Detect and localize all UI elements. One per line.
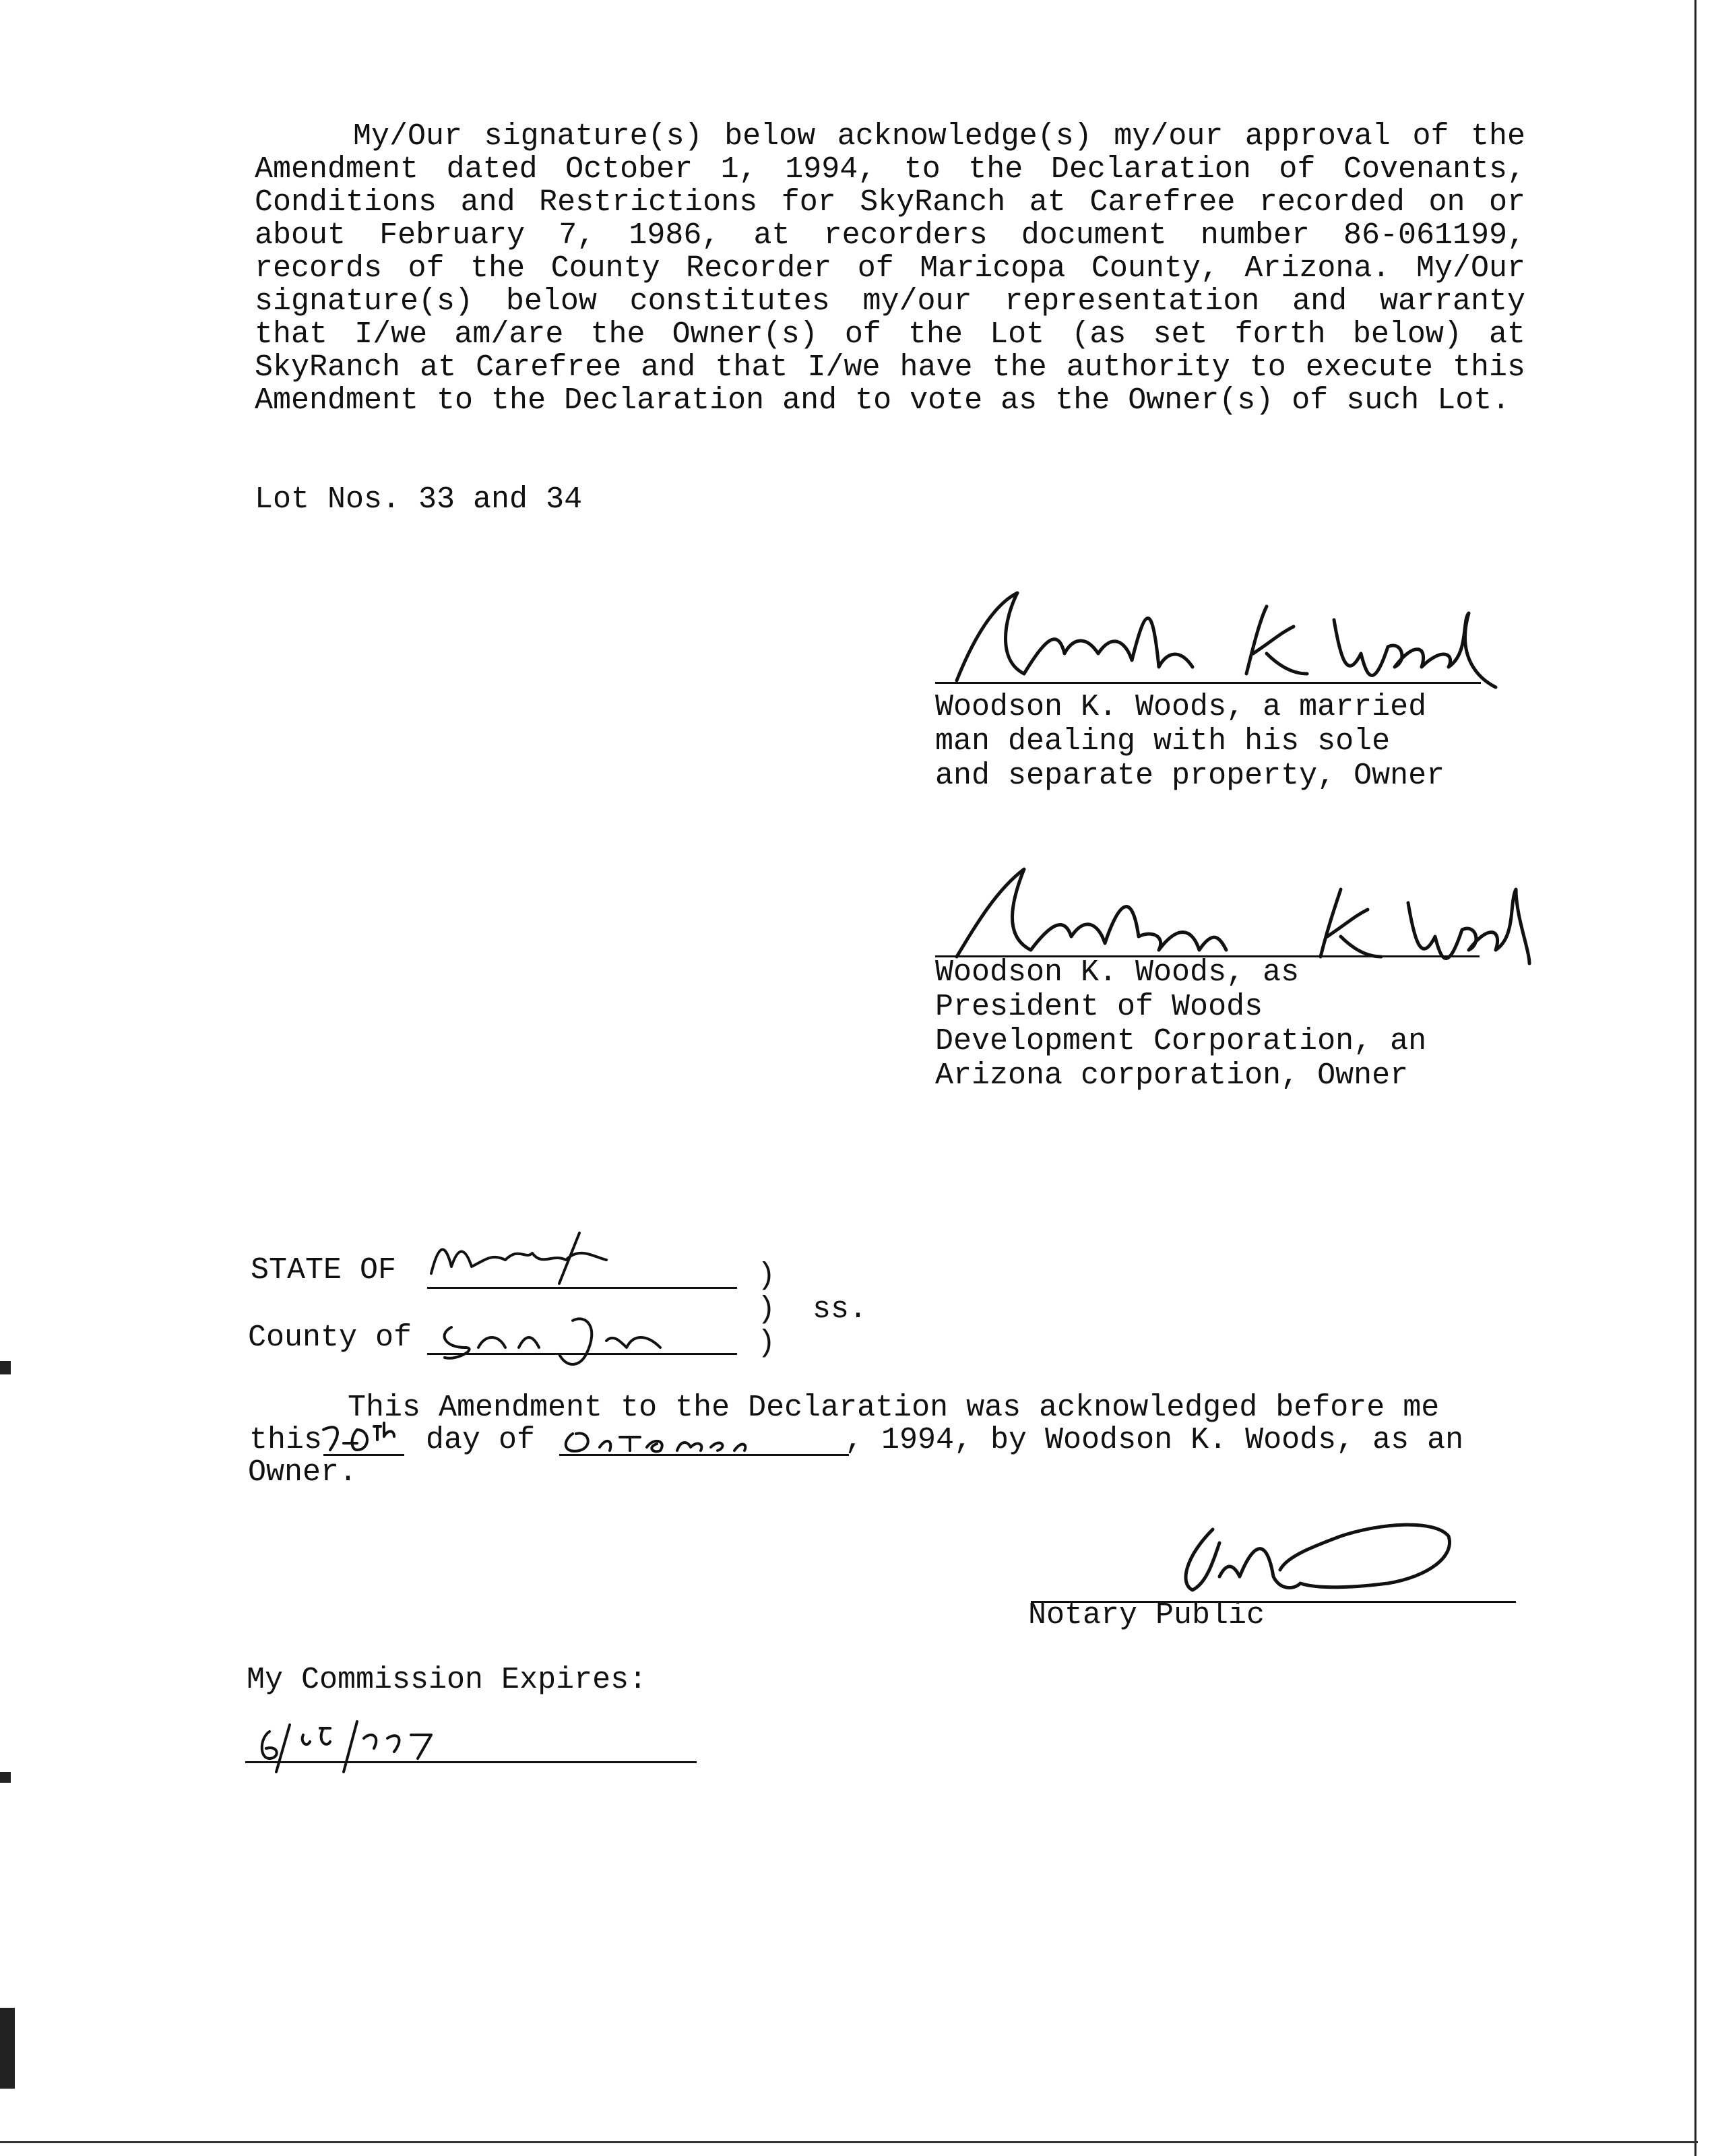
ack-this: this (249, 1423, 323, 1457)
county-line (427, 1353, 737, 1355)
scan-noise (0, 1772, 11, 1783)
bracket: ) (757, 1259, 776, 1293)
scan-noise (0, 1361, 11, 1374)
bracket: ) (757, 1292, 776, 1327)
county-handwritten (431, 1300, 674, 1374)
county-label: County of (248, 1321, 412, 1355)
scan-noise (0, 2008, 15, 2089)
commission-date-line (245, 1761, 697, 1763)
ack-line-3: Owner. (248, 1455, 358, 1490)
state-label: STATE OF (251, 1253, 397, 1288)
bracket: ) (757, 1326, 776, 1360)
signature-line-1 (935, 682, 1481, 684)
scan-edge-right (1694, 0, 1696, 2156)
ack-rest: , 1994, by Woodson K. Woods, as an (845, 1423, 1464, 1457)
month-line (559, 1454, 849, 1456)
ack-day-of: day of (426, 1423, 536, 1457)
signature-caption-1: Woodson K. Woods, a married man dealing with his sole and separate property, Owner (935, 690, 1445, 793)
notary-public-label: Notary Public (1028, 1598, 1265, 1632)
approval-paragraph: My/Our signature(s) below acknowledge(s) my/our approval of the Amendment dated October 1, 1994, to the Declaration of Covenants, Conditions and Restrictions for SkyRanch at Carefree recorded on or about February 7, 1986, at recorders document number 86-061199, records of the County Recorder of Maricopa County, Arizona. My/Our signature(s) below constitutes my/our representation and warranty that I/we am/are the Owner(s) of the Lot (as set forth below) at SkyRanch at Carefree and that I/we have the authority to execute this Amendment to the Declaration and to vote as the Owner(s) of such Lot. (255, 119, 1525, 418)
signature-caption-2: Woodson K. Woods, as President of Woods Development Corporation, an Arizona corporation, Owner (935, 955, 1427, 1093)
state-line (427, 1287, 737, 1289)
signature-2 (937, 862, 1543, 970)
lot-numbers: Lot Nos. 33 and 34 (255, 482, 583, 517)
ss-label: ss. (813, 1292, 868, 1327)
commission-expires-label: My Commission Expires: (247, 1663, 647, 1697)
scan-edge-bottom (0, 2141, 1698, 2143)
ack-line-1: This Amendment to the Declaration was acknowledged before me (348, 1391, 1440, 1425)
state-handwritten (424, 1219, 633, 1287)
